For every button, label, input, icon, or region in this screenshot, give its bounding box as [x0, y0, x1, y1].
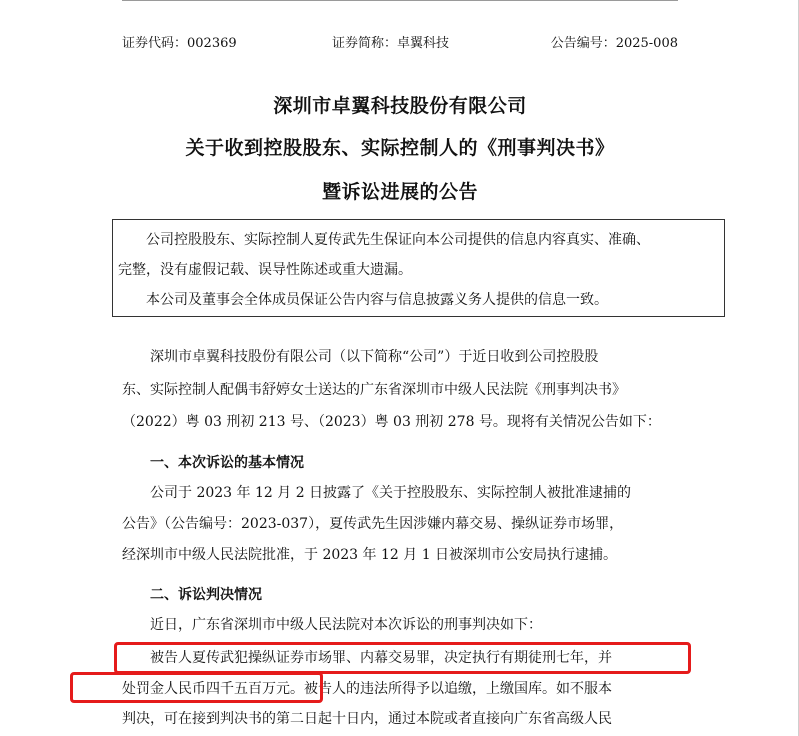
- notice-line-3: 本公司及董事会全体成员保证公告内容与信息披露义务人提供的信息一致。: [146, 292, 608, 308]
- section2-line-3-rest: 。被告人的违法所得予以追缴，上缴国库。如不服本: [290, 681, 612, 697]
- highlight-box-verdict: [114, 642, 691, 674]
- stock-code: 证券代码：002369: [122, 36, 237, 51]
- highlight-box-fine: [70, 672, 323, 703]
- section1-line-3: 经深圳市中级人民法院批准，于 2023 年 12 月 1 日被深圳市公安局执行逮捕。: [122, 547, 618, 563]
- stock-name: 证券简称：卓翼科技: [332, 36, 450, 51]
- section2-line-2: 被告人夏传武犯操纵证券市场罪、内幕交易罪，决定执行有期徒刑七年，并: [150, 650, 612, 666]
- intro-line-2: 东、实际控制人配偶韦舒婷女士送达的广东省深圳市中级人民法院《刑事判决书》: [122, 382, 626, 398]
- top-rule: [122, 0, 678, 1]
- section-heading-2: 二、诉讼判决情况: [150, 587, 262, 603]
- title-subject: 关于收到控股股东、实际控制人的《刑事判决书》: [185, 137, 615, 159]
- section2-line-1: 近日，广东省深圳市中级人民法院对本次诉讼的刑事判决如下：: [150, 617, 542, 633]
- section-heading-1: 一、本次诉讼的基本情况: [150, 455, 304, 471]
- document-header: [122, 32, 678, 50]
- title-suffix: 暨诉讼进展的公告: [321, 181, 478, 203]
- announcement-number: 公告编号：2025-008: [550, 36, 678, 51]
- notice-line-2: 完整，没有虚假记载、误导性陈述或重大遗漏。: [118, 262, 412, 278]
- intro-line-3: （2022）粤 03 刑初 213 号、（2023）粤 03 刑初 278 号。现将有关情况公告如下：: [122, 414, 661, 430]
- section1-line-1: 公司于 2023 年 12 月 2 日披露了《关于控股股东、实际控制人被批准逮捕的: [150, 485, 632, 501]
- intro-line-1: 深圳市卓翼科技股份有限公司（以下简称“公司”）于近日收到公司控股股: [150, 349, 599, 365]
- title-company: 深圳市卓翼科技股份有限公司: [273, 95, 527, 117]
- penalty-amount: 处罚金人民币四千五百万元: [122, 681, 290, 697]
- notice-line-1: [146, 230, 718, 250]
- notice-text-1: 公司控股股东、实际控制人夏传武先生保证向本公司提供的信息内容真实、准确、: [146, 232, 650, 248]
- section1-line-2: 公告》（公告编号：2023-037），夏传武先生因涉嫌内幕交易、操纵证券市场罪，: [122, 516, 624, 532]
- section2-line-4: 判决，可在接到判决书的第二日起十日内，通过本院或者直接向广东省高级人民: [122, 711, 612, 727]
